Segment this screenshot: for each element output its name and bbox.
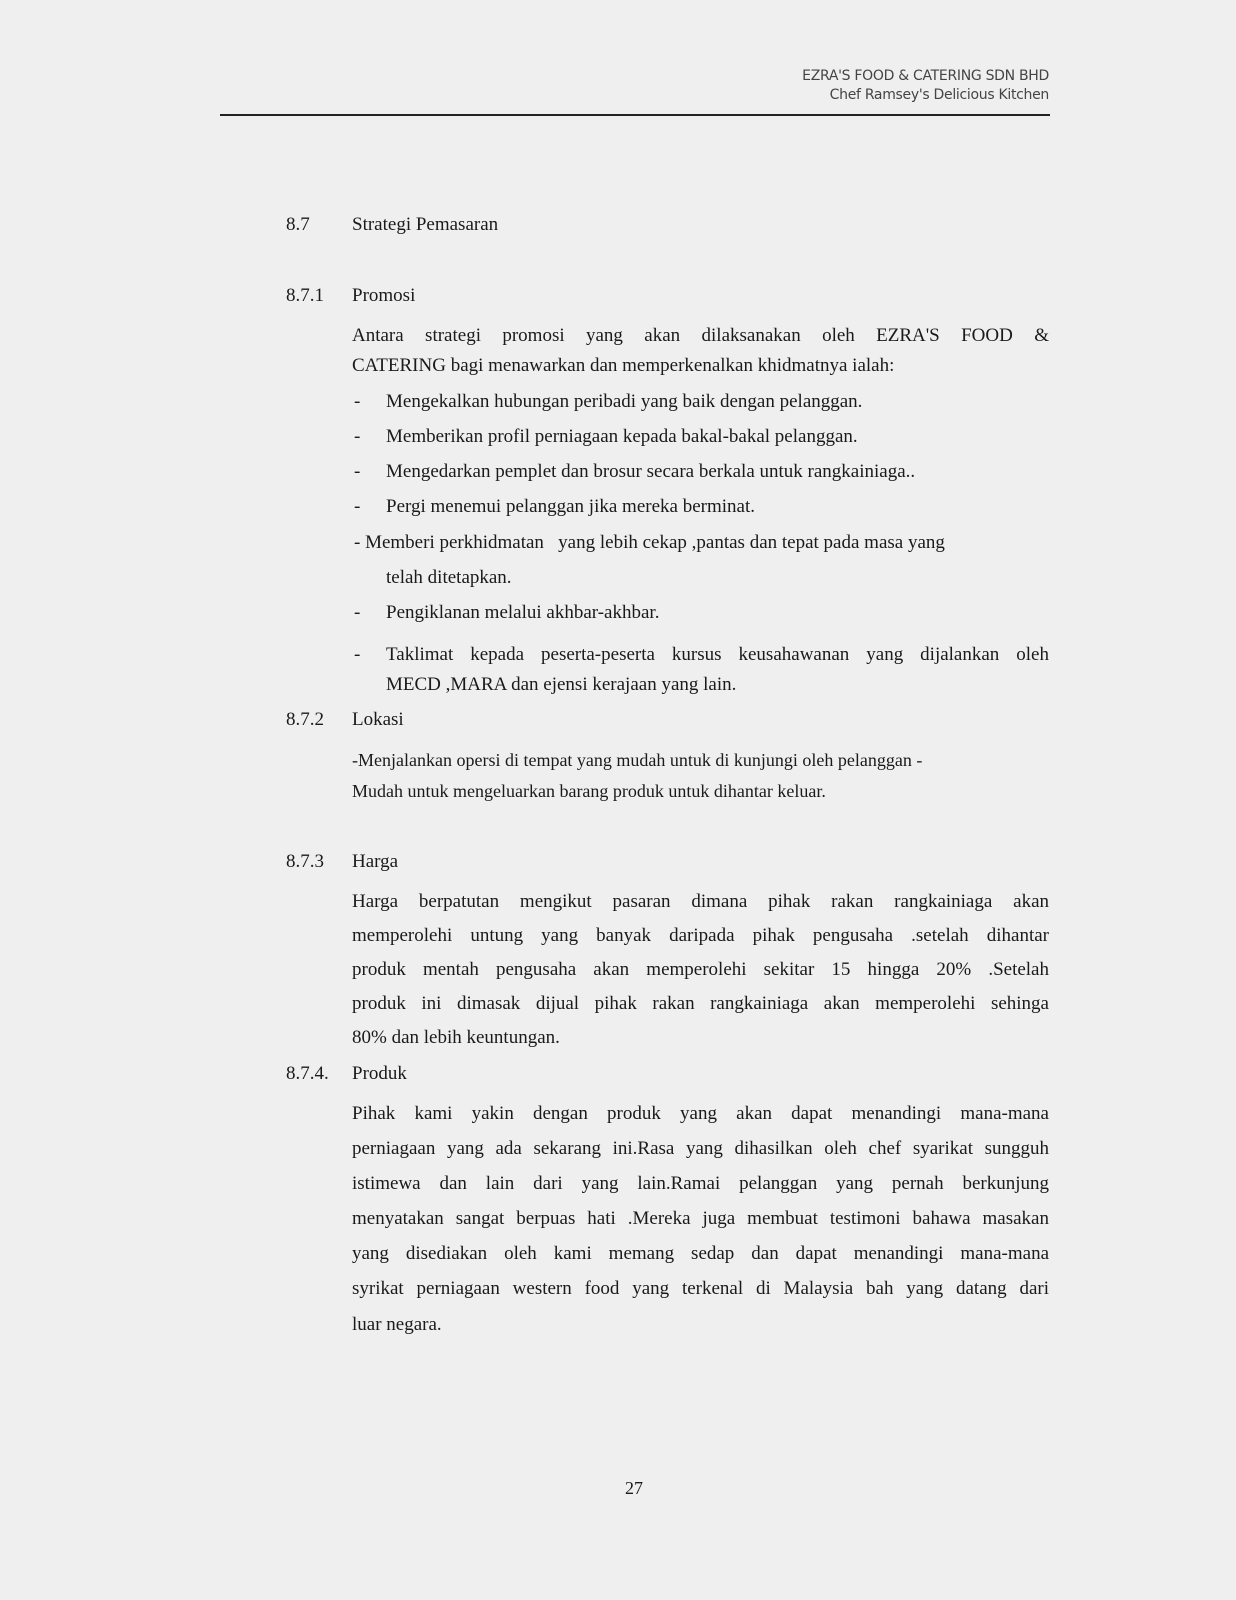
produk-line: luar negara. [352, 1314, 442, 1335]
section-number: 8.7 [286, 214, 310, 235]
harga-line: produk mentah pengusaha akan memperolehi sekitar 15 hingga 20% .Setelah [352, 959, 1049, 980]
produk-number: 8.7.4. [286, 1063, 329, 1084]
produk-title: Produk [352, 1063, 407, 1084]
harga-number: 8.7.3 [286, 851, 324, 872]
lokasi-number: 8.7.2 [286, 709, 324, 730]
bullet-dash: - [354, 496, 361, 517]
bullet-dash: - [354, 602, 361, 623]
section-title: Strategi Pemasaran [352, 214, 499, 235]
bullet-item-continued: telah ditetapkan. [386, 567, 512, 588]
promosi-intro-line: CATERING bagi menawarkan dan memperkenalkan khidmatnya ialah: [352, 355, 895, 376]
produk-line: istimewa dan lain dari yang lain.Ramai pelanggan yang pernah berkunjung [352, 1173, 1049, 1194]
bullet-dash: - [354, 461, 361, 482]
bullet-item: Mengedarkan pemplet dan brosur secara berkala untuk rangkainiaga.. [386, 461, 916, 482]
promosi-intro-line: Antara strategi promosi yang akan dilaksanakan oleh EZRA'S FOOD & [352, 325, 1049, 346]
promosi-number: 8.7.1 [286, 285, 324, 306]
produk-line: Pihak kami yakin dengan produk yang akan dapat menandingi mana-mana [352, 1103, 1049, 1124]
bullet-item: Mengekalkan hubungan peribadi yang baik dengan pelanggan. [386, 391, 863, 412]
harga-line: 80% dan lebih keuntungan. [352, 1027, 560, 1048]
bullet-item: Pergi menemui pelanggan jika mereka berminat. [386, 496, 755, 517]
page-number: 27 [625, 1478, 643, 1498]
produk-line: perniagaan yang ada sekarang ini.Rasa yang dihasilkan oleh chef syarikat sungguh [352, 1138, 1049, 1159]
bullet-item-continued: MECD ,MARA dan ejensi kerajaan yang lain. [386, 674, 737, 695]
produk-line: yang disediakan oleh kami memang sedap dan dapat menandingi mana-mana [352, 1243, 1049, 1264]
produk-line: menyatakan sangat berpuas hati .Mereka juga membuat testimoni bahawa masakan [352, 1208, 1049, 1229]
produk-line: syrikat perniagaan western food yang terkenal di Malaysia bah yang datang dari [352, 1278, 1049, 1299]
header-company: EZRA'S FOOD & CATERING SDN BHD [802, 68, 1049, 84]
lokasi-line: Mudah untuk mengeluarkan barang produk untuk dihantar keluar. [352, 781, 826, 801]
lokasi-title: Lokasi [352, 709, 404, 730]
bullet-dash: - [354, 644, 361, 665]
harga-line: produk ini dimasak dijual pihak rakan rangkainiaga akan memperolehi sehinga [352, 993, 1049, 1014]
lokasi-line: -Menjalankan opersi di tempat yang mudah untuk di kunjungi oleh pelanggan - [352, 750, 923, 770]
header-subtitle: Chef Ramsey's Delicious Kitchen [829, 87, 1049, 103]
harga-line: Harga berpatutan mengikut pasaran dimana pihak rakan rangkainiaga akan [352, 891, 1049, 912]
bullet-dash: - [354, 426, 361, 447]
header-rule [220, 114, 1050, 116]
bullet-dash: - [354, 391, 361, 412]
bullet-item: Pengiklanan melalui akhbar-akhbar. [386, 602, 660, 623]
bullet-item: Memberikan profil perniagaan kepada bakal-bakal pelanggan. [386, 426, 858, 447]
harga-title: Harga [352, 851, 399, 872]
bullet-item: Taklimat kepada peserta-peserta kursus keusahawanan yang dijalankan oleh [386, 644, 1049, 665]
harga-line: memperolehi untung yang banyak daripada pihak pengusaha .setelah dihantar [352, 925, 1049, 946]
promosi-title: Promosi [352, 285, 416, 306]
bullet-item: - Memberi perkhidmatan yang lebih cekap ,pantas dan tepat pada masa yang [354, 532, 945, 553]
